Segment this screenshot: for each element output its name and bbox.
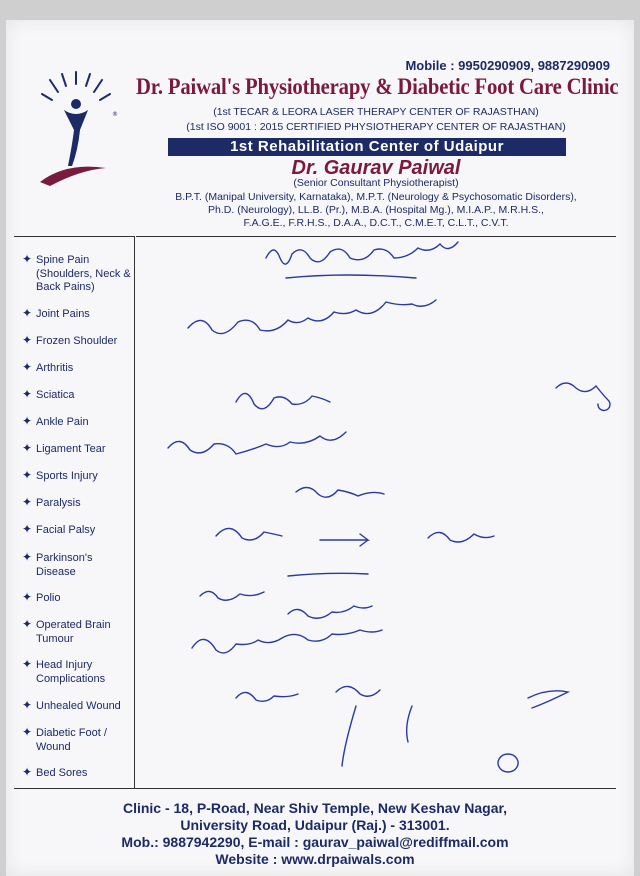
footer-contact: Mob.: 9887942290, E-mail : gaurav_paiwal@rediffmail.com [121,834,509,850]
handwritten-notes [136,236,616,788]
condition-label: Facial Palsy [36,524,96,536]
bullet-icon: ✦ [22,590,33,604]
condition-item [22,767,132,781]
bullet-icon: ✦ [22,765,33,779]
condition-item [22,443,132,457]
condition-item [22,524,132,538]
bullet-icon: ✦ [22,698,33,712]
footer-website: Website : www.drpaiwals.com [215,851,415,867]
condition-item [22,497,132,511]
condition-item [22,254,132,295]
iso-line: (1st ISO 9001 : 2015 CERTIFIED PHYSIOTHERAPY CENTER OF RAJASTHAN) [186,121,566,133]
condition-item [22,619,132,646]
bullet-icon: ✦ [22,657,33,671]
footer-address-1: Clinic - 18, P-Road, Near Shiv Temple, New Keshav Nagar, [122,800,508,816]
condition-label: Paralysis [36,497,81,509]
bullet-icon: ✦ [22,414,33,428]
condition-label: Sports Injury [36,470,98,482]
condition-label: Frozen Shoulder [36,335,118,347]
bullet-icon: ✦ [22,522,33,536]
condition-label: Arthritis [36,362,74,374]
divider [14,788,616,789]
rehab-banner: 1st Rehabilitation Center of Udaipur [168,138,566,156]
condition-label: Polio [36,592,61,604]
condition-label: Sciatica [36,389,75,401]
condition-label: Parkinson's Disease [36,552,93,578]
bullet-icon: ✦ [22,468,33,482]
qualifications-3: F.A.G.E., F.R.H.S., D.A.A., D.C.T., C.M.E.T, C.L.T., C.V.T. [243,217,509,229]
condition-label: Unhealed Wound [36,700,121,712]
condition-item [22,389,132,403]
condition-item [22,552,132,579]
condition-label: Head Injury Complications [36,659,106,685]
svg-text:®: ® [112,111,118,118]
bullet-icon: ✦ [22,725,33,739]
condition-label: Diabetic Foot / Wound [36,727,107,753]
condition-item [22,416,132,430]
condition-item [22,308,132,322]
doctor-title: (Senior Consultant Physiotherapist) [293,177,459,189]
condition-label: Ligament Tear [36,443,106,455]
bullet-icon: ✦ [22,550,33,564]
mobile-numbers: Mobile : 9950290909, 9887290909 [405,58,610,73]
bullet-icon: ✦ [22,360,33,374]
condition-label: Joint Pains [36,308,90,320]
condition-item [22,362,132,376]
bullet-icon: ✦ [22,252,33,266]
footer-address-2: University Road, Udaipur (Raj.) - 313001. [180,817,450,833]
condition-label: Spine Pain (Shoulders, Neck & Back Pains) [36,254,131,293]
bullet-icon: ✦ [22,441,33,455]
bullet-icon: ✦ [22,333,33,347]
clinic-logo [36,70,126,190]
bullet-icon: ✦ [22,617,33,631]
condition-item [22,470,132,484]
condition-item [22,335,132,349]
condition-item [22,659,132,686]
bullet-icon: ✦ [22,495,33,509]
condition-item [22,727,132,754]
condition-label: Ankle Pain [36,416,89,428]
bullet-icon: ✦ [22,387,33,401]
condition-item [22,700,132,714]
qualifications-1: B.P.T. (Manipal University, Karnataka), M.P.T. (Neurology & Psychosomatic Disorders), [175,191,577,203]
condition-item [22,592,132,606]
condition-label: Bed Sores [36,767,88,779]
qualifications-2: Ph.D. (Neurology), LL.B. (Pr.), M.B.A. (Hospital Mg.), M.I.A.P., M.R.H.S., [208,204,544,216]
clinic-name: Dr. Paiwal's Physiotherapy & Diabetic Foot Care Clinic [136,74,619,99]
condition-label: Operated Brain Tumour [36,619,111,645]
bullet-icon: ✦ [22,306,33,320]
tecar-line: (1st TECAR & LEORA LASER THERAPY CENTER OF RAJASTHAN) [213,106,539,118]
doctor-name: Dr. Gaurav Paiwal [291,157,461,179]
